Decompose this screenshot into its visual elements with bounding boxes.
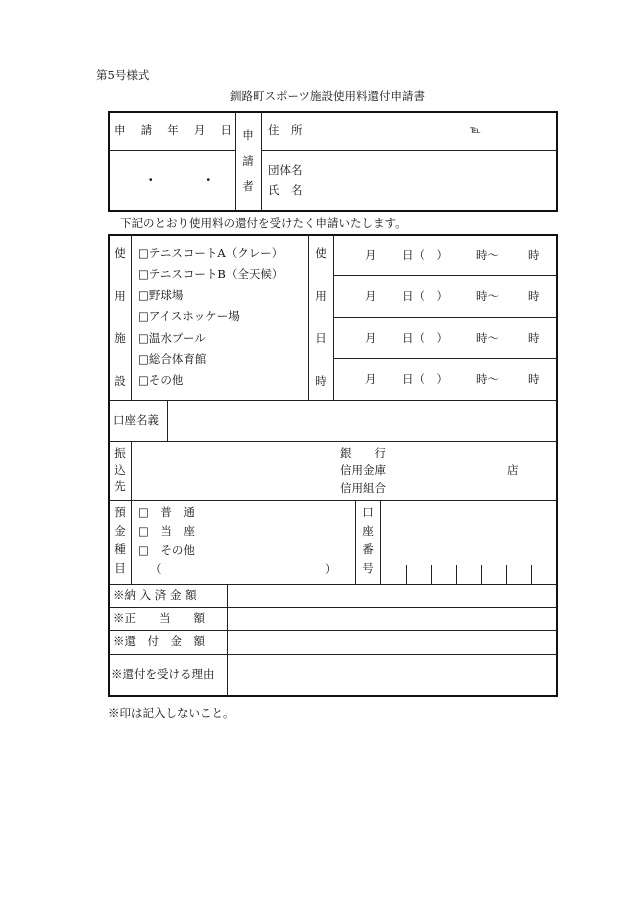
tel-label: ℡ xyxy=(470,125,481,136)
use-date-row[interactable]: 月 日（ ） 時～ 時 xyxy=(365,289,540,303)
use-date-row[interactable]: 月 日（ ） 時～ 時 xyxy=(365,372,540,386)
facility-option-gymnasium[interactable]: □総合体育館 xyxy=(138,352,207,366)
bank-label: 銀 行 xyxy=(340,446,386,460)
proper-amount-field[interactable] xyxy=(228,608,557,629)
deposit-type-ordinary[interactable]: □ 普 通 xyxy=(138,505,195,519)
name-label: 氏 名 xyxy=(268,183,303,197)
deposit-type-other[interactable]: □ その他 xyxy=(138,543,195,557)
paid-amount-label: ※納 入 済 金 額 xyxy=(113,588,197,602)
application-date-field[interactable]: ・ ・ xyxy=(145,173,214,187)
facility-option-tennis-a[interactable]: □テニスコートA（クレー） xyxy=(138,246,284,260)
paid-amount-field[interactable] xyxy=(228,585,557,606)
refund-amount-label: ※還 付 金 額 xyxy=(113,634,205,648)
use-facility-vertical-label: 使 用 施 設 xyxy=(114,246,126,388)
account-number-field[interactable] xyxy=(381,501,557,584)
applicant-vertical-label: 申 請 者 xyxy=(242,128,254,193)
facility-option-other[interactable]: □その他 xyxy=(138,373,184,387)
facility-option-pool[interactable]: □温水プール xyxy=(138,331,206,345)
use-date-row[interactable]: 月 日（ ） 時～ 時 xyxy=(365,331,540,345)
form-number: 第5号様式 xyxy=(96,68,150,82)
footnote: ※印は記入しないこと。 xyxy=(108,706,235,720)
use-date-row[interactable]: 月 日（ ） 時～ 時 xyxy=(365,248,540,262)
credit-union-label: 信用組合 xyxy=(340,481,386,495)
instruction-text: 下記のとおり使用料の還付を受けたく申請いたします。 xyxy=(120,216,407,230)
deposit-other-paren-close: ） xyxy=(325,562,337,576)
refund-reason-field[interactable] xyxy=(228,655,557,695)
deposit-other-field[interactable] xyxy=(165,562,323,578)
deposit-other-paren-open: （ xyxy=(150,562,162,576)
group-name-label: 団体名 xyxy=(268,163,303,177)
form-title: 釧路町スポーツ施設使用料還付申請書 xyxy=(230,89,426,103)
facility-option-baseball[interactable]: □野球場 xyxy=(138,288,184,302)
address-label: 住 所 xyxy=(268,123,303,137)
facility-option-tennis-b[interactable]: □テニスコートB（全天候） xyxy=(138,267,284,281)
use-datetime-vertical-label: 使 用 日 時 xyxy=(315,246,327,388)
account-name-label: 口座名義 xyxy=(113,413,159,427)
facility-option-ice-hockey[interactable]: □アイスホッケー場 xyxy=(138,309,240,323)
application-date-label: 申 請 年 月 日 xyxy=(114,123,232,137)
account-name-field[interactable] xyxy=(168,401,557,441)
refund-reason-label: ※還付を受ける理由 xyxy=(111,667,215,681)
credit-bank-label: 信用金庫 xyxy=(340,463,386,477)
proper-amount-label: ※正 当 額 xyxy=(113,611,205,625)
refund-amount-field[interactable] xyxy=(228,631,557,653)
transfer-destination-vertical-label: 振 込 先 xyxy=(114,446,126,493)
branch-label: 店 xyxy=(507,463,519,477)
deposit-type-checking[interactable]: □ 当 座 xyxy=(138,524,195,538)
account-number-vertical-label: 口 座 番 号 xyxy=(362,505,374,575)
deposit-type-vertical-label: 預 金 種 目 xyxy=(114,505,126,575)
